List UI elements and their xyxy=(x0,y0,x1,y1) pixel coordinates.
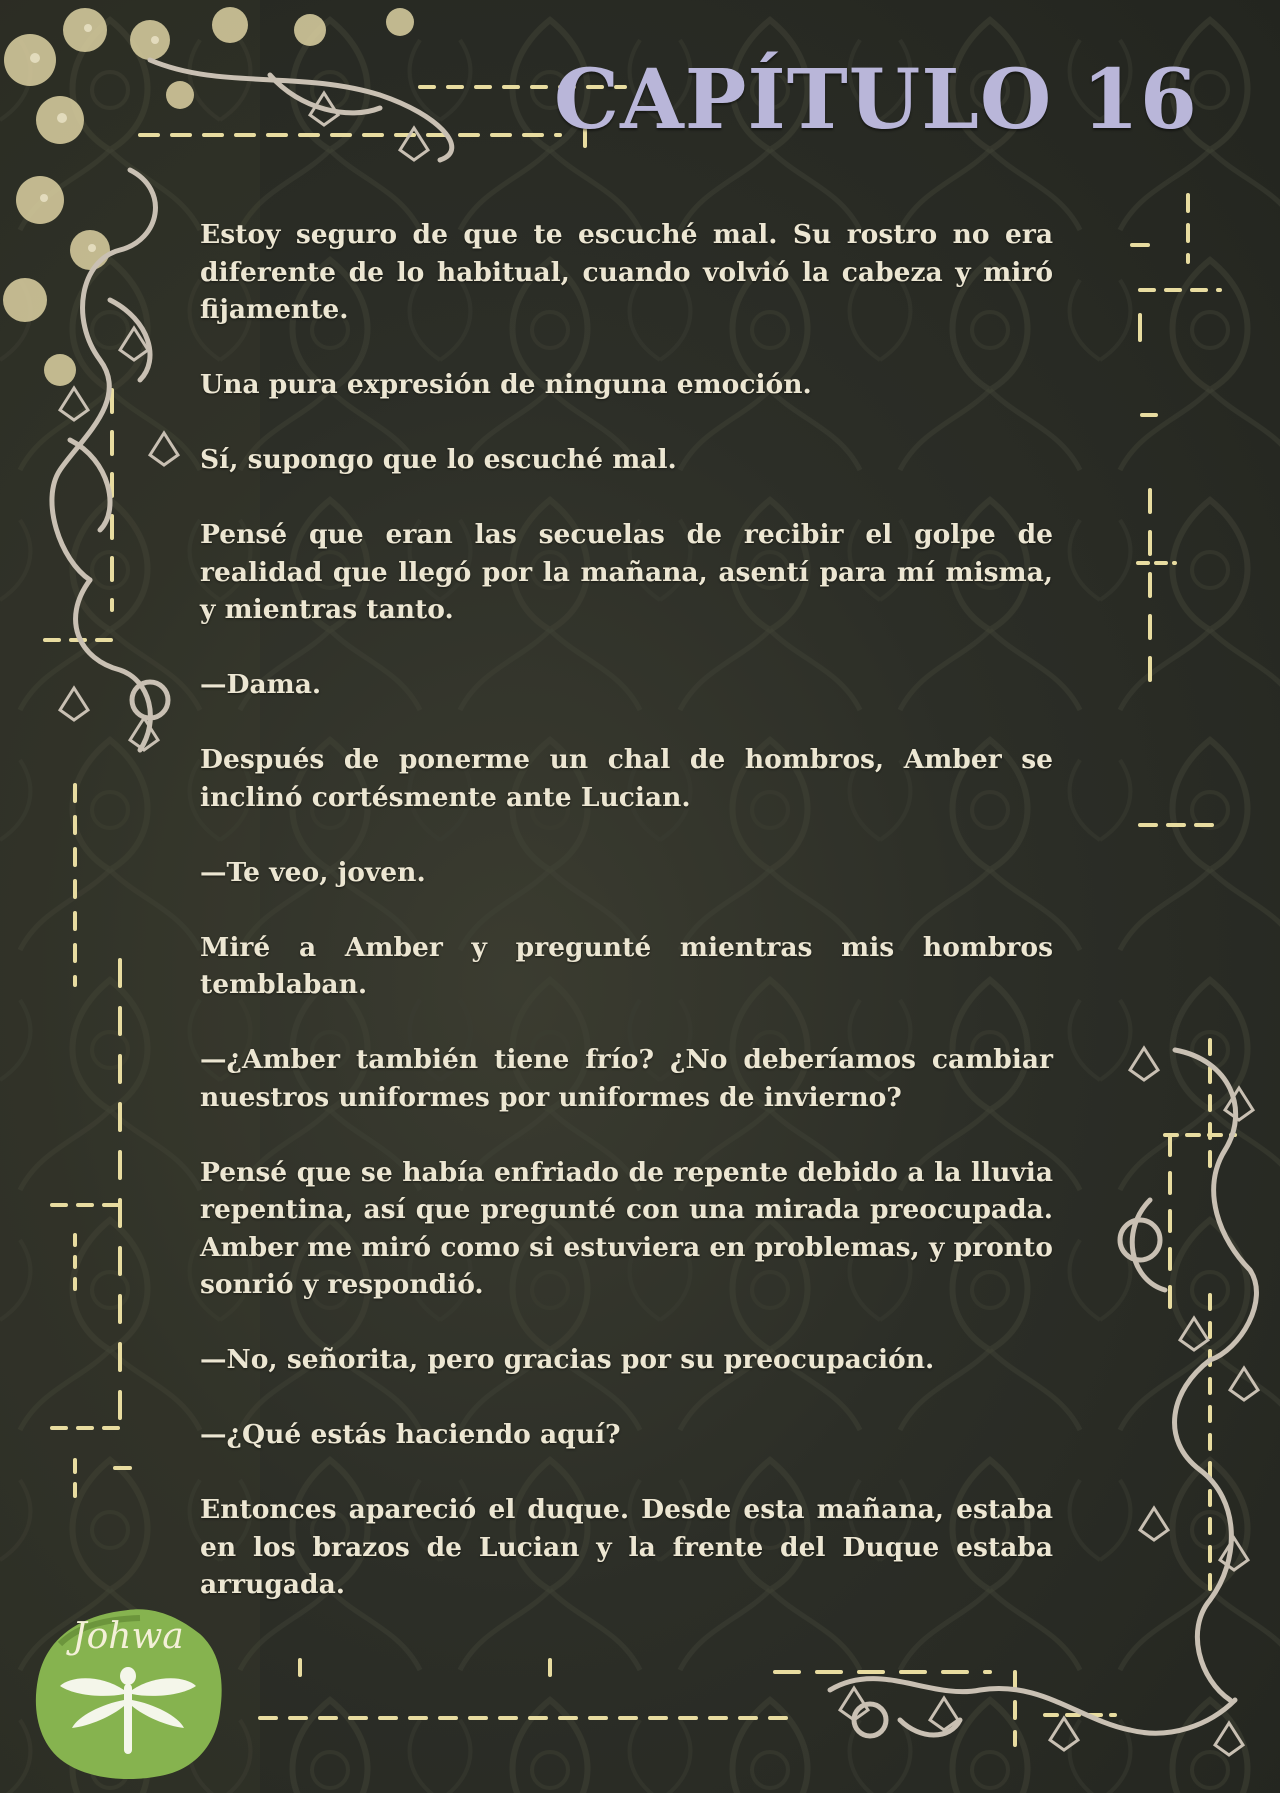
paragraph: Miré a Amber y pregunté mientras mis hombros temblaban. xyxy=(200,931,1053,1000)
paragraph: Una pura expresión de ninguna emoción. xyxy=(200,369,812,400)
paragraph: Después de ponerme un chal de hombros, Amber se inclinó cortésmente ante Lucian. xyxy=(200,744,1053,813)
paragraph: Pensé que se había enfriado de repente debido a la lluvia repentina, así que pregunté con una mirada preocupada. Amber me miró como si estuviera en problemas, y pronto sonrió y respondió. xyxy=(200,1156,1053,1300)
paragraph: —¿Amber también tiene frío? ¿No deberíamos cambiar nuestros uniformes por uniformes de invierno? xyxy=(200,1044,1053,1113)
paragraph: —Dama. xyxy=(200,669,322,700)
paragraph: Pensé que eran las secuelas de recibir el golpe de realidad que llegó por la mañana, asentí para mí misma, y mientras tanto. xyxy=(200,519,1053,625)
logo-text: Johwa xyxy=(72,1616,184,1657)
paragraph: Estoy seguro de que te escuché mal. Su rostro no era diferente de lo habitual, cuando volvió la cabeza y miró fijamente. xyxy=(200,219,1053,325)
paragraph: —No, señorita, pero gracias por su preocupación. xyxy=(200,1344,935,1375)
paragraph: —¿Qué estás haciendo aquí? xyxy=(200,1419,621,1450)
paragraph: —Te veo, joven. xyxy=(200,856,426,888)
paragraph: Entonces apareció el duque. Desde esta mañana, estaba en los brazos de Lucian y la frente del Duque estaba arrugada. xyxy=(200,1494,1053,1600)
johwa-logo xyxy=(30,1604,226,1782)
story-text xyxy=(200,216,1053,1641)
chapter-title: CAPÍTULO 16 xyxy=(553,52,1198,148)
paragraph: Sí, supongo que lo escuché mal. xyxy=(200,444,677,475)
